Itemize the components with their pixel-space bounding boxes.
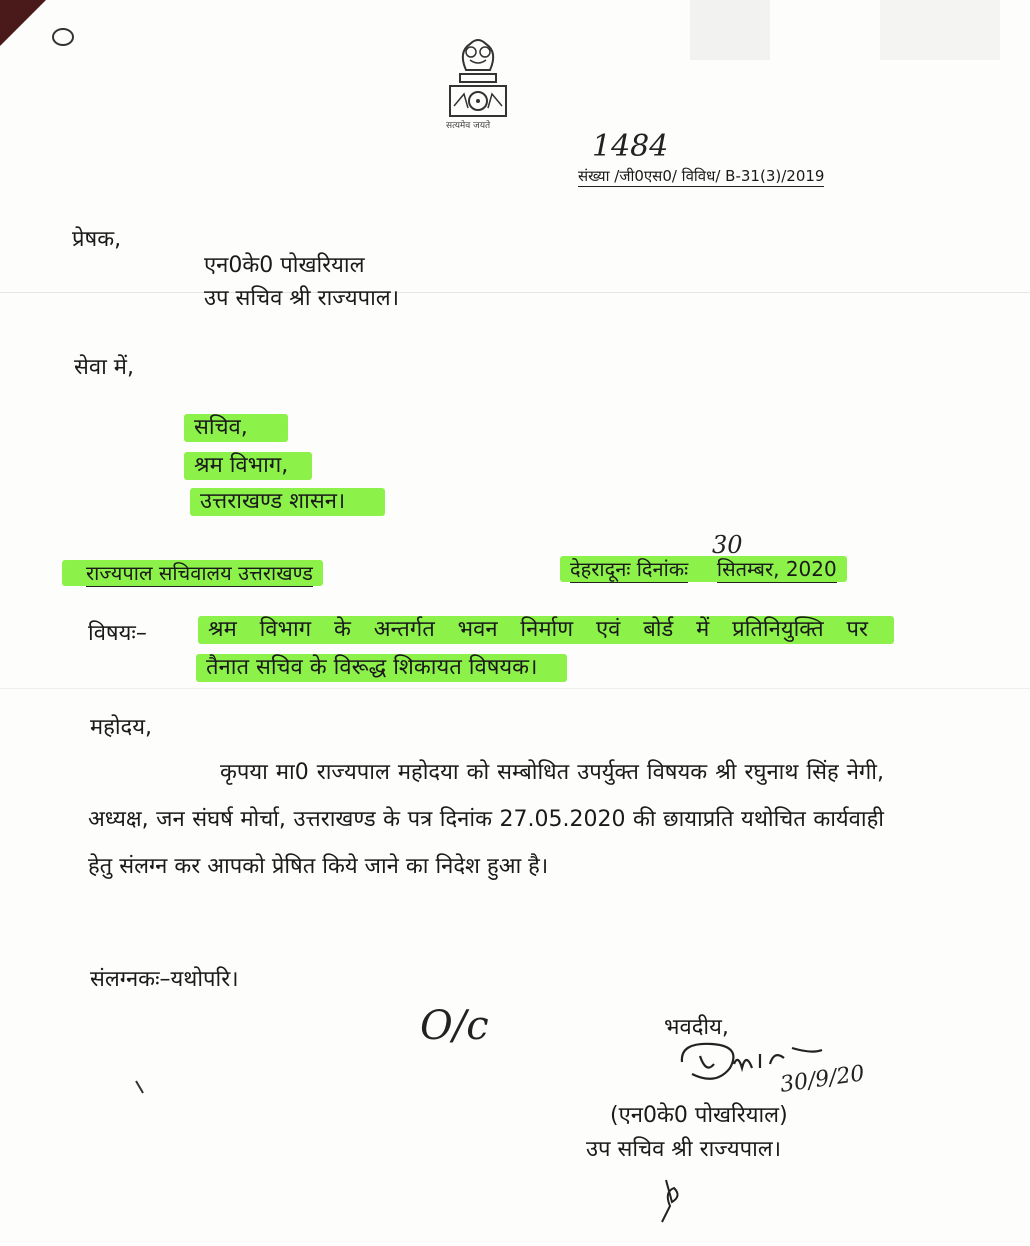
- recipient-line-3: उत्तराखण्ड शासन।: [190, 488, 385, 516]
- handwritten-date-day: 30: [712, 531, 743, 559]
- scan-corner: [0, 0, 46, 46]
- office-name-text: राज्यपाल सचिवालय उत्तराखण्ड: [86, 561, 313, 585]
- recipient-label: सेवा में,: [74, 355, 134, 380]
- subject-line-1: श्रम विभाग के अन्तर्गत भवन निर्माण एवं बोर्ड में प्रतिनियुक्ति पर: [198, 616, 894, 644]
- scan-artifact-line: [0, 292, 1030, 293]
- recipient-line-2: श्रम विभाग,: [184, 452, 312, 480]
- reference-line: संख्या /जी0एस0/ विविध/ B-31(3)/2019: [578, 167, 825, 185]
- recipient-line-1: सचिव,: [184, 414, 288, 442]
- enclosure: संलग्नकः–यथोपरि।: [90, 967, 239, 992]
- closing-designation: उप सचिव श्री राज्यपाल।: [586, 1137, 782, 1162]
- letter-date: [560, 556, 847, 582]
- scan-artifact-line: [0, 688, 1030, 689]
- scan-artifact-patch: [880, 0, 1000, 60]
- emblem: [440, 30, 516, 136]
- office-name: [62, 560, 323, 586]
- scan-dot: [52, 28, 74, 46]
- signature-date: 30/9/20: [778, 1061, 867, 1098]
- date-month-year: सितम्बर, 2020: [716, 557, 837, 581]
- subject-line-2: तैनात सचिव के विरूद्ध शिकायत विषयक।: [196, 654, 567, 682]
- initials-mark: [652, 1176, 692, 1224]
- salutation: महोदय,: [90, 715, 152, 740]
- closing-name: (एन0के0 पोखरियाल): [610, 1103, 788, 1128]
- sender-name: एन0के0 पोखरियाल: [204, 253, 365, 278]
- initials-scribble-icon: [652, 1176, 692, 1224]
- scan-mark: [135, 1076, 151, 1093]
- handwritten-note: O/c: [420, 1003, 489, 1049]
- valediction: भवदीय,: [664, 1015, 729, 1040]
- subject-label: विषयः–: [88, 621, 147, 646]
- emblem-caption: सत्यमेव जयते: [446, 121, 491, 131]
- body-paragraph: कृपया मा0 राज्यपाल महोदया को सम्बोधित उपर्युक्त विषयक श्री रघुनाथ सिंह नेगी, अध्यक्ष, जन संघर्ष मोर्चा, उत्तराखण्ड के पत्र दिनांक 27.05.2020 की छायाप्रति यथोचित कार्यवाही हेतु संलग्न कर आपको प्रेषित किये जाने का निदेश हुआ है।: [88, 760, 884, 879]
- date-prefix: देहरादूनः दिनांकः: [570, 557, 689, 581]
- handwritten-reference-number: 1484: [592, 129, 669, 164]
- sender-label: प्रेषक,: [72, 227, 122, 252]
- ashoka-emblem-icon: [440, 30, 516, 124]
- sender-designation: उप सचिव श्री राज्यपाल।: [204, 286, 400, 311]
- scan-artifact-patch: [690, 0, 770, 60]
